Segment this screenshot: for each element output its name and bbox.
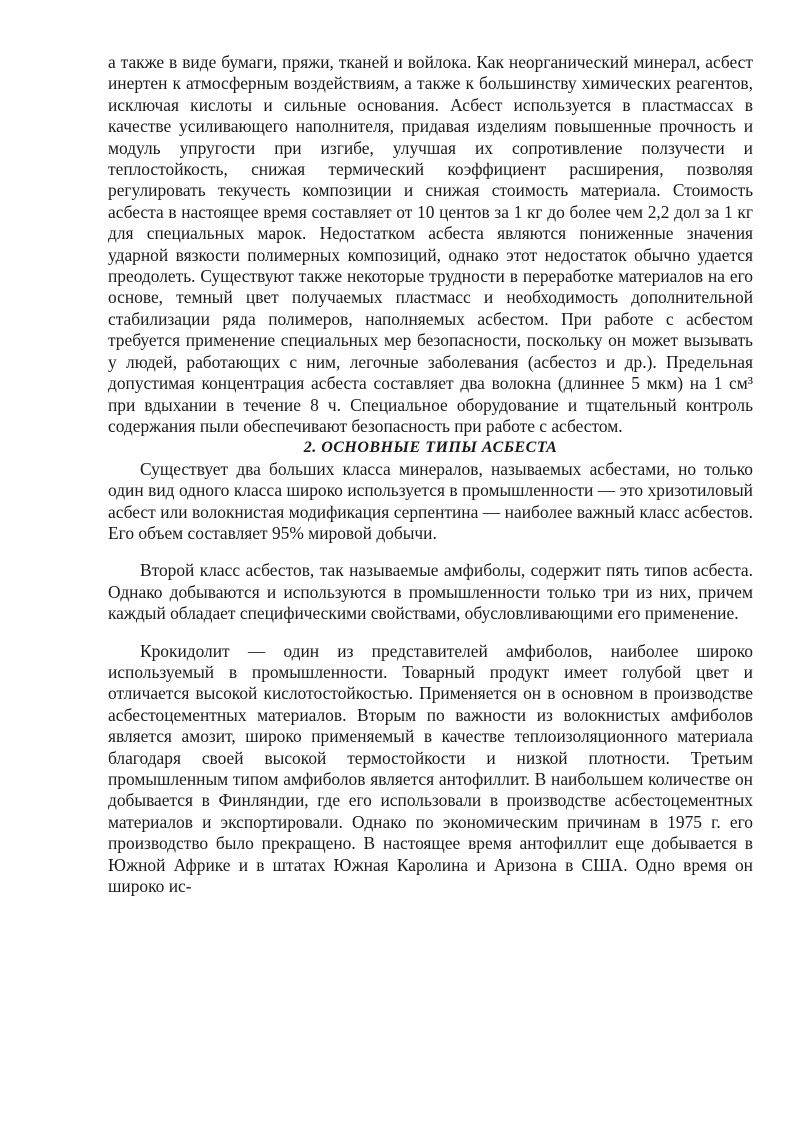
document-page bbox=[108, 52, 753, 897]
body-paragraph-2: Существует два больших класса минералов, называемых асбестами, но только один вид одного класса широко используется в промышленности — это хризотиловый асбест или волокнистая модификация серпентина — наиболее важный класс асбестов. Его объем составляет 95% мировой добычи. bbox=[108, 458, 753, 543]
body-paragraph-3: Второй класс асбестов, так называемые амфиболы, содержит пять типов асбеста. Однако добываются и используются в промышленности только три из них, причем каждый обладает специфическими свойствами, обусловливающими его применение. bbox=[108, 560, 753, 624]
section-heading: 2. ОСНОВНЫЕ ТИПЫ АСБЕСТА bbox=[303, 439, 558, 457]
body-paragraph-1: а также в виде бумаги, пряжи, тканей и войлока. Как неорганический минерал, асбест инертен к атмосферным воздействиям, а также к большинству химических реагентов, исключая кислоты и сильные основания. Асбест используется в пластмассах в качестве усиливающего наполнителя, придавая изделиям повышенные прочность и модуль упругости при изгибе, улучшая их сопротивление ползучести и теплостойкость, снижая термический коэффициент расширения, позволяя регулировать текучесть композиции и снижая стоимость материала. Стоимость асбеста в настоящее время составляет от 10 центов за 1 кг до более чем 2,2 дол за 1 кг для специальных марок. Недостатком асбеста являются пониженные значения ударной вязкости полимерных композиций, однако этот недостаток обычно удается преодолеть. Существуют также некоторые трудности в переработке материалов на его основе, темный цвет получаемых пластмасс и необходимость дополнительной стабилизации ряда полимеров, наполняемых асбестом. При работе с асбестом требуется применение специальных мер безопасности, поскольку он может вызывать у людей, работающих с ним, легочные заболевания (асбестоз и др.). Предельная допустимая концентрация асбеста составляет два волокна (длиннее 5 мкм) на 1 см³ при вдыхании в течение 8 ч. Специальное оборудование и тщательный контроль содержания пыли обеспечивают безопасность при работе с асбестом. bbox=[108, 52, 753, 436]
body-paragraph-4: Крокидолит — один из представителей амфиболов, наиболее широко используемый в промышленности. Товарный продукт имеет голубой цвет и отличается высокой кислотостойкостью. Применяется он в основном в производстве асбестоцементных материалов. Вторым по важности из волокнистых амфиболов является амозит, широко применяемый в качестве теплоизоляционного материала благодаря своей высокой термостойкости и низкой плотности. Третьим промышленным типом амфиболов является антофиллит. В наибольшем количестве он добывается в Финляндии, где его использовали в производстве асбестоцементных материалов и экспортировали. Однако по экономическим причинам в 1975 г. его производство было прекращено. В настоящее время антофиллит еще добывается в Южной Африке и в штатах Южная Каролина и Аризона в США. Одно время он широко ис- bbox=[108, 640, 753, 897]
